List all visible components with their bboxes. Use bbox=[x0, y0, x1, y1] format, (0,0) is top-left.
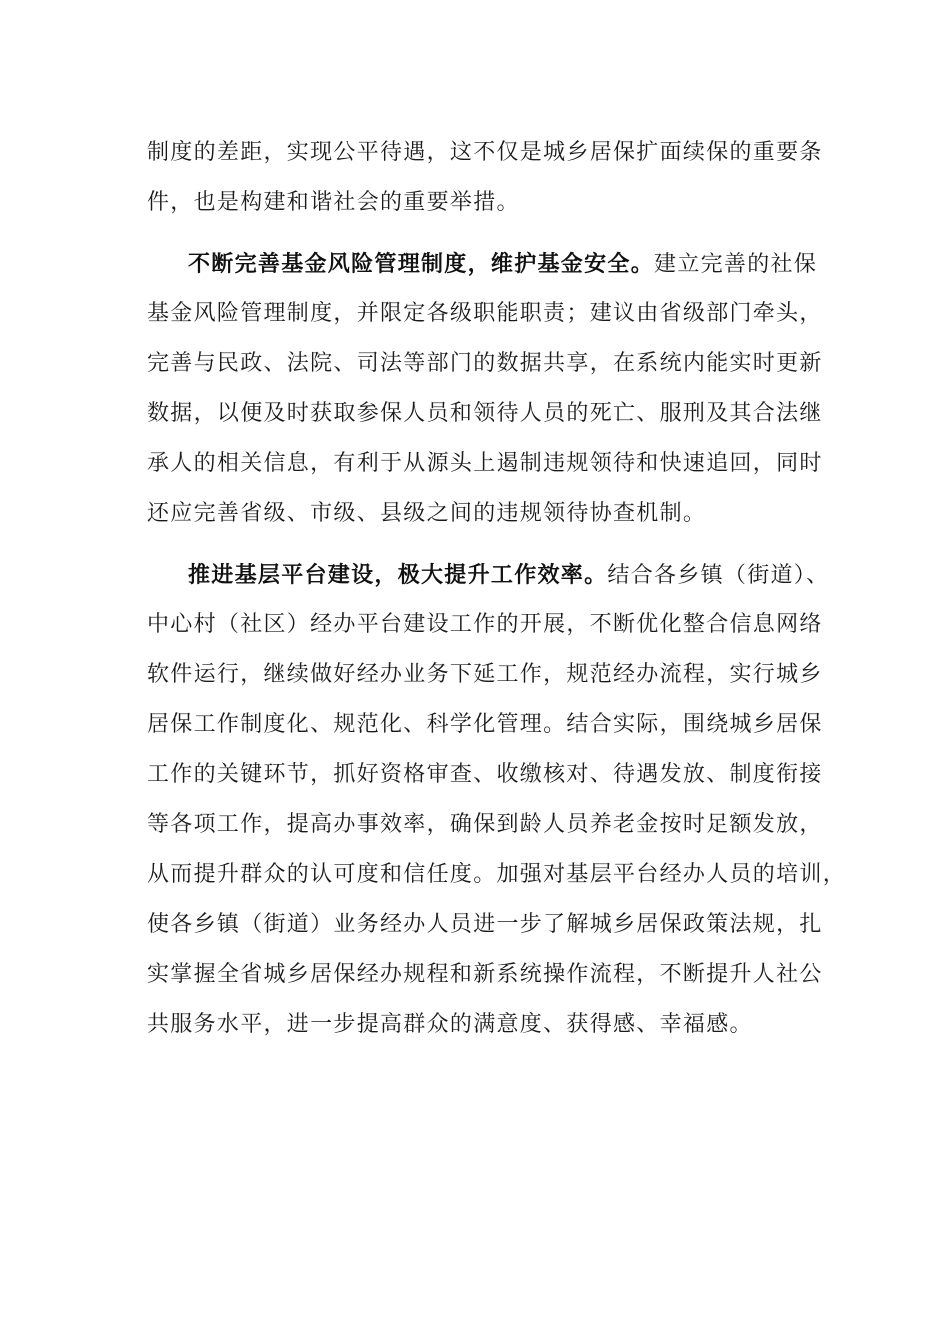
paragraph-line: 完善与民政、法院、司法等部门的数据共享，在系统内能实时更新 bbox=[147, 351, 823, 376]
paragraph-gap bbox=[147, 228, 811, 239]
paragraph-line: 数据，以便及时获取参保人员和领待人员的死亡、服刑及其合法继 bbox=[147, 401, 823, 426]
paragraph-first-line bbox=[147, 550, 830, 600]
paragraph-line: 还应完善省级、市级、县级之间的违规领待协查机制。 bbox=[147, 501, 707, 526]
paragraph-line: 实掌握全省城乡居保经办规程和新系统操作流程，不断提升人社公 bbox=[147, 962, 823, 987]
paragraph-3 bbox=[147, 550, 847, 1050]
paragraph-line: 制度的差距，实现公平待遇，这不仅是城乡居保扩面续保的重要条 bbox=[147, 140, 823, 165]
paragraph-line: 基金风险管理制度，并限定各级职能职责；建议由省级部门牵头， bbox=[147, 301, 823, 326]
paragraph-first-line bbox=[147, 239, 818, 289]
paragraph-line: 从而提升群众的认可度和信任度。加强对基层平台经办人员的培训， bbox=[147, 862, 847, 887]
paragraph-1 bbox=[147, 128, 823, 228]
paragraph-text: 结合各乡镇（街道）、 bbox=[607, 563, 830, 588]
paragraph-line: 居保工作制度化、规范化、科学化管理。结合实际，围绕城乡居保 bbox=[147, 712, 823, 737]
paragraph-text: 建立完善的社保 bbox=[654, 252, 818, 277]
paragraph-line: 中心村（社区）经办平台建设工作的开展，不断优化整合信息网络 bbox=[147, 612, 823, 637]
paragraph-line: 承人的相关信息，有利于从源头上遏制违规领待和快速追回，同时 bbox=[147, 451, 823, 476]
paragraph-heading: 不断完善基金风险管理制度，维护基金安全。 bbox=[188, 251, 655, 277]
paragraph-line: 软件运行，继续做好经办业务下延工作，规范经办流程，实行城乡 bbox=[147, 662, 823, 687]
paragraph-line: 等各项工作，提高办事效率，确保到龄人员养老金按时足额发放， bbox=[147, 812, 823, 837]
body-text bbox=[147, 128, 847, 1050]
paragraph-line: 件，也是构建和谐社会的重要举措。 bbox=[147, 190, 520, 215]
paragraph-2 bbox=[147, 239, 823, 539]
paragraph-heading: 推进基层平台建设，极大提升工作效率。 bbox=[188, 562, 608, 588]
paragraph-line: 使各乡镇（街道）业务经办人员进一步了解城乡居保政策法规，扎 bbox=[147, 912, 823, 937]
paragraph-line: 工作的关键环节，抓好资格审查、收缴核对、待遇发放、制度衔接 bbox=[147, 762, 823, 787]
paragraph-line: 共服务水平，进一步提高群众的满意度、获得感、幸福感。 bbox=[147, 1012, 753, 1037]
paragraph-gap bbox=[147, 539, 811, 550]
